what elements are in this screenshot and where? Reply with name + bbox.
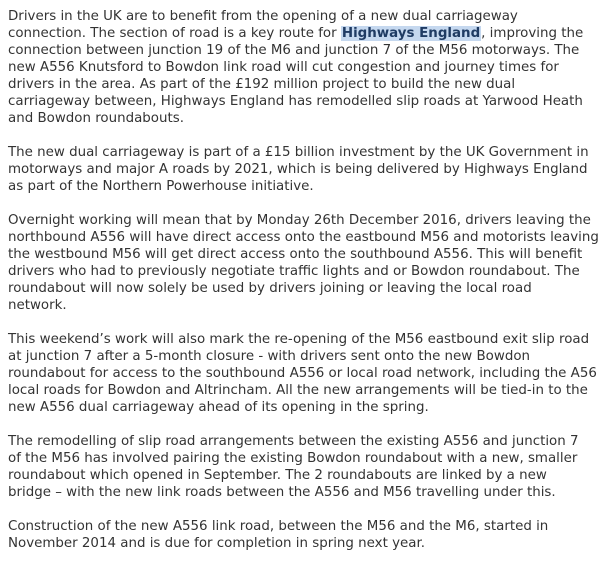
paragraph-1-before: Drivers in the UK are to benefit from the opening of a new dual carriageway connection. The section of road is a key route for: [8, 9, 518, 41]
paragraph-5: The remodelling of slip road arrangements between the existing A556 and junction 7 of the M56 has involved pairing the existing Bowdon roundabout with a new, smaller roundabout which opened in September. The 2 roundabouts are linked by a new bridge – with the new link roads between the A556 and M56 travelling under this.: [8, 434, 579, 500]
paragraph-1: [8, 8, 611, 127]
paragraph-3: Overnight working will mean that by Monday 26th December 2016, drivers leaving the northbound A556 will have direct access onto the eastbound M56 and motorists leaving the westbound M56 will get direct access onto the southbound A556. This will benefit drivers who had to previously negotiate traffic lights and or Bowdon roundabout. The roundabout will now solely be used by drivers joining or leaving the local road network.: [8, 213, 599, 313]
paragraph-2: The new dual carriageway is part of a £15 billion investment by the UK Government in motorways and major A roads by 2021, which is being delivered by Highways England as part of the Northern Powerhouse initiative.: [8, 145, 589, 194]
highlighted-text[interactable]: Highways England: [341, 26, 481, 41]
paragraph-1-after: , improving the connection between junction 19 of the M6 and junction 7 of the M56 motorways. The new A556 Knutsford to Bowdon link road will cut congestion and journey times for drivers in the area. As part of the £192 million project to build the new dual carriageway between, Highways England has remodelled slip roads at Yarwood Heath and Bowdon roundabouts.: [8, 26, 584, 126]
paragraph-4: This weekend’s work will also mark the re-opening of the M56 eastbound exit slip road at junction 7 after a 5-month closure - with drivers sent onto the new Bowdon roundabout for access to the southbound A556 or local road network, including the A56 local roads for Bowdon and Altrincham. All the new arrangements will be tied-in to the new A556 dual carriageway ahead of its opening in the spring.: [8, 332, 597, 415]
paragraph-6: Construction of the new A556 link road, between the M56 and the M6, started in November 2014 and is due for completion in spring next year.: [8, 519, 549, 551]
article-body: [8, 8, 611, 569]
